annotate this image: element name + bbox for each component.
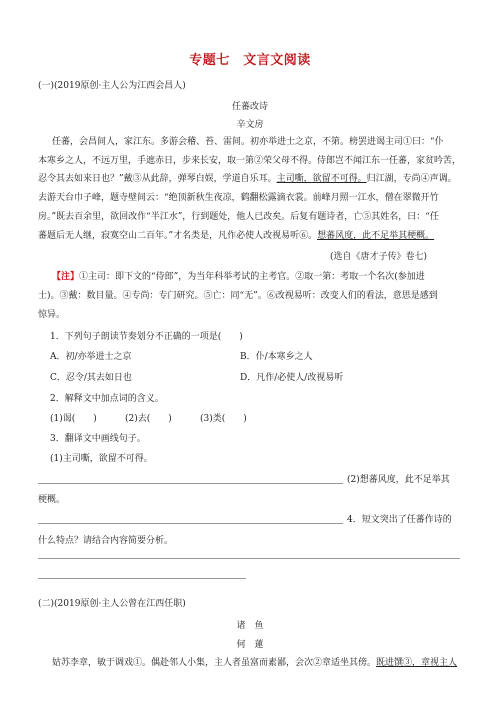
passage-line-3-tail: 归江湖，专尚④声调。 [366,174,457,184]
question-3: 3．翻译文中画线句子。 [50,434,146,444]
notes-line-1 [52,271,425,283]
q1-option-c: C．忍令/其去如日也 [50,373,132,383]
section1-poem-title: 任蕃改诗 [231,102,268,112]
passage-line-6-text: 蕃题后无人继，寂寞空山二百年。”才名类是，凡作必使人改视易听⑥。 [38,231,318,241]
q3-sentence-2-end: 梗概。 [38,495,66,505]
answer-line-q3-2[interactable] [38,523,343,524]
section2-source: (二)(2019原创·主人公曾在江西任职) [38,599,186,609]
q2-item-1: (1)谒( ) [50,414,97,424]
section1-author: 辛文房 [236,120,264,130]
passage-line-3 [38,173,457,185]
passage-line-2: 本寒乡之人，不远万里，手遮赤日，步来长安，取一第②荣父母不得。侍郎岂不闻江东一任蕃，家贫吟苦， [38,156,462,166]
q1-option-d: D．凡作/必使人/改视易听 [240,373,344,383]
passage-line-3-text: 忍令其去如来日也？”戴③从此辞，弹琴白娱，学道自乐耳。 [38,174,277,184]
question-2: 2．解释文中加点词的含义。 [50,394,164,404]
section1-source: (一)(2019原创·主人公为江西会昌人) [38,81,186,91]
answer-line-q4-2[interactable] [38,578,246,579]
q1-option-b: B．仆/本寒乡之人 [240,352,313,362]
question-1: 1．下列句子朗读节奏划分不正确的一项是( ) [50,332,243,342]
q3-sentence-1: (1)主司嘶，欲留不可得。 [50,454,153,464]
passage-line-5: 房。”既去百余里，欲回改作“半江水”，行到题处，他人已改矣。后复有题诗者，亡⑤其姓名，曰：“任 [38,212,439,222]
answer-line-q3-1[interactable] [38,483,343,484]
underlined-sentence-1: 主司嘶，欲留不可得。 [276,174,367,184]
page-title: 专题七 文言文阅读 [189,53,311,68]
passage-line-6 [38,230,434,242]
passage-line-1: 任蕃，会昌间人，家江东。多游会稽、苔、雷间。初亦举进士之京，不第。榜罢进谒主司①曰：“仆 [52,137,444,147]
section2-author: 何 蓮 [236,640,264,650]
q1-option-a: A．初/亦举进士之京 [50,352,132,362]
notes-line-3: 惊异。 [38,310,66,320]
note-label: 【注】 [52,272,80,282]
section2-poem-title: 诸 鱼 [236,621,264,631]
question-4-end: 什么特点？请结合内容简要分析。 [38,536,174,546]
answer-line-q4-1[interactable] [38,558,460,559]
notes-line-2: 士)。③戴：数目量。④专尚：专门研究。⑤亡：同“无”。⑥改视易听：改变人们的看法，意思是感到 [38,291,438,301]
citation: (选自《唐才子传》卷七) [330,252,428,262]
q3-sentence-2: (2)想蕃风度，此不足举其 [347,475,450,485]
underlined-sentence-2: 想蕃风度，此不足举其梗概。 [317,231,435,241]
q2-item-2: (2)去( ) [125,414,172,424]
section2-underlined: 既进馔③，章视主人 [376,658,458,668]
passage-line-4: 去游天台巾子峰，题寺壁间云：“绝顶新秋生夜凉，鹤翻松露滴衣裳。前峰月照一江水，僧在翠微开竹 [38,193,439,203]
question-4: 4．短文突出了任蕃作诗的 [347,515,452,525]
section2-line-1 [52,657,457,669]
q2-item-3: (3)类( ) [200,414,247,424]
notes-line-1-text: ①主司：即下文的“侍郎”，为当年科举考试的主考官。②取一第：考取一个名次(参加进 [79,272,425,282]
section2-line-1-text: 姑苏李章，敏于调戏①。偶赴邻人小集，主人者虽富而素鄙，会次②章适坐其傍。 [52,658,377,668]
